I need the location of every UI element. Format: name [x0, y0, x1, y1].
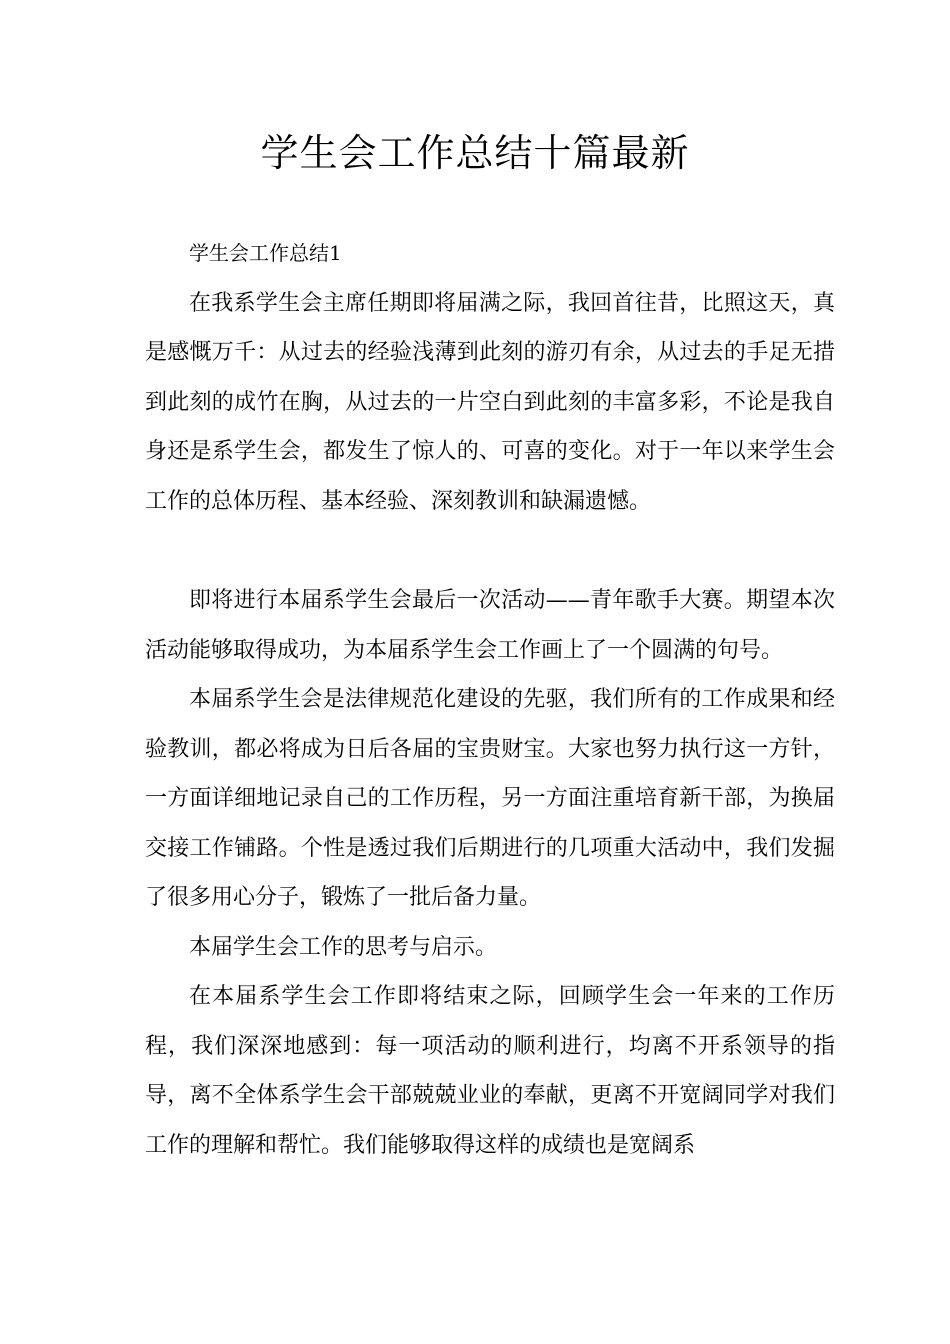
paragraph-gap — [145, 526, 835, 576]
document-title: 学生会工作总结十篇最新 — [260, 131, 690, 175]
section-heading: 学生会工作总结1 — [189, 241, 342, 265]
document-body — [145, 229, 835, 1170]
paragraph: 即将进行本届系学生会最后一次活动——青年歌手大赛。期望本次活动能够取得成功，为本届系学生会工作画上了一个圆满的句号。 — [145, 588, 835, 663]
paragraph: 本届系学生会是法律规范化建设的先驱，我们所有的工作成果和经验教训，都必将成为日后各届的宝贵财宝。大家也努力执行这一方针，一方面详细地记录自己的工作历程，另一方面注重培育新干部，为换届交接工作铺路。个性是透过我们后期进行的几项重大活动中，我们发掘了很多用心分子，锻炼了一批后备力量。 — [145, 687, 835, 910]
paragraph: 在我系学生会主席任期即将届满之际，我回首往昔，比照这天，真是感慨万千：从过去的经验浅薄到此刻的游刃有余，从过去的手足无措到此刻的成竹在胸，从过去的一片空白到此刻的丰富多彩，不论是我自身还是系学生会，都发生了惊人的、可喜的变化。对于一年以来学生会工作的总体历程、基本经验、深刻教训和缺漏遗憾。 — [145, 290, 835, 514]
paragraph: 本届学生会工作的思考与启示。 — [189, 934, 498, 960]
paragraph: 在本届系学生会工作即将结束之际，回顾学生会一年来的工作历程，我们深深地感到：每一项活动的顺利进行，均离不开系领导的指导，离不全体系学生会干部兢兢业业的奉献，更离不开宽阔同学对我们工作的理解和帮忙。我们能够取得这样的成绩也是宽阔系 — [145, 984, 835, 1158]
